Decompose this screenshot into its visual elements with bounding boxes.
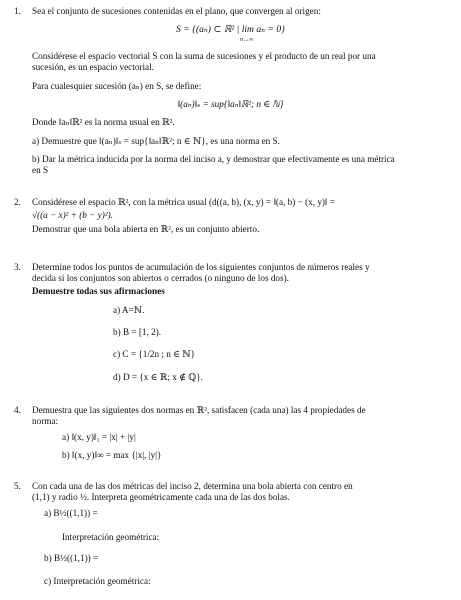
problem-4-text: norma: — [32, 416, 59, 426]
problem-5-number: 5. — [14, 481, 21, 491]
problem-2-text: Considérese el espacio ℝ², con la métrica usual (d((a, b), (x, y) = ‖(a, b) − (x, y)‖ = — [32, 197, 336, 207]
problem-2-text: Demostrar que una bola abierta en ℝ², es un conjunto abierto. — [32, 224, 260, 234]
problem-5-item-a: a) B½((1,1)) = — [44, 508, 98, 518]
problem-1-part-b: b) Dar la métrica inducida por la norma del inciso a, y demostrar que efectivamente es una métrica — [32, 154, 395, 164]
problem-5-item-c: c) Interpretación geométrica: — [44, 576, 151, 586]
problem-1-part-b: en S — [32, 165, 49, 175]
problem-1-text: Para cualesquier sucesión (aₙ) en S, se define: — [32, 81, 202, 91]
problem-3-item-a: a) A=ℕ. — [113, 305, 145, 315]
problem-3-item-d: d) D = {x ∈ ℝ; x ∉ ℚ}. — [113, 372, 203, 382]
problem-4-item-b: b) ‖(x, y)‖∞ = max {|x|, |y|} — [62, 450, 162, 460]
problem-1-number: 1. — [14, 6, 21, 16]
problem-1-part-a: a) Demuestre que ‖(aₙ)‖ₛ = sup{‖aₙ‖ℝ²; n ∈ ℕ}, es una norma en S. — [32, 136, 280, 146]
problem-2-formula: √((a − x)² + (b − y)²). — [32, 210, 113, 220]
problem-3-item-c: c) C = {1/2n ; n ∈ ℕ} — [113, 349, 196, 359]
problem-2-number: 2. — [14, 197, 21, 207]
norm-definition: ‖(aₙ)‖ₛ = sup{‖aₙ‖ℝ²; n ∈ ℕ} — [177, 99, 284, 109]
problem-1-text: sucesión, es un espacio vectorial. — [32, 62, 154, 72]
problem-3-text: decida si los conjuntos son abiertos o cerrados (o ninguno de los dos). — [32, 273, 289, 283]
problem-5-item-b: b) B½((1,1)) = — [44, 553, 99, 563]
problem-1-text: Sea el conjunto de sucesiones contenidas en el plano, que convergen al origen: — [32, 6, 321, 16]
problem-3-heading: Demuestre todas sus afirmaciones — [32, 286, 165, 296]
problem-4-text: Demuestra que las siguientes dos normas en ℝ², satisfacen (cada una) las 4 propiedades de — [32, 405, 366, 415]
problem-3-item-b: b) B = [1, 2). — [113, 327, 162, 337]
problem-3-text: Determine todos los puntos de acumulación de los siguientes conjuntos de números reales y — [32, 262, 370, 272]
problem-1-text: Donde ‖aₙ‖ℝ² es la norma usual en ℝ². — [32, 117, 175, 127]
problem-5-interpretation: Interpretación geométrica: — [62, 532, 160, 542]
problem-3-number: 3. — [14, 262, 21, 272]
problem-5-text: Con cada una de las dos métricas del inciso 2, determina una bola abierta con centro en — [32, 481, 353, 491]
set-s-definition: S = {(aₙ) ⊂ ℝ² | lim aₙ = 0} — [176, 24, 285, 35]
limit-subscript: n→∞ — [240, 37, 254, 43]
problem-4-number: 4. — [14, 405, 21, 415]
problem-5-text: (1,1) y radio ½. Interpreta geométricamente cada una de las dos bolas. — [32, 492, 290, 502]
problem-4-item-a: a) ‖(x, y)‖₁ = |x| + |y| — [62, 432, 136, 442]
problem-1-text: Considérese el espacio vectorial S con la suma de sucesiones y el producto de un real por una — [32, 51, 376, 61]
